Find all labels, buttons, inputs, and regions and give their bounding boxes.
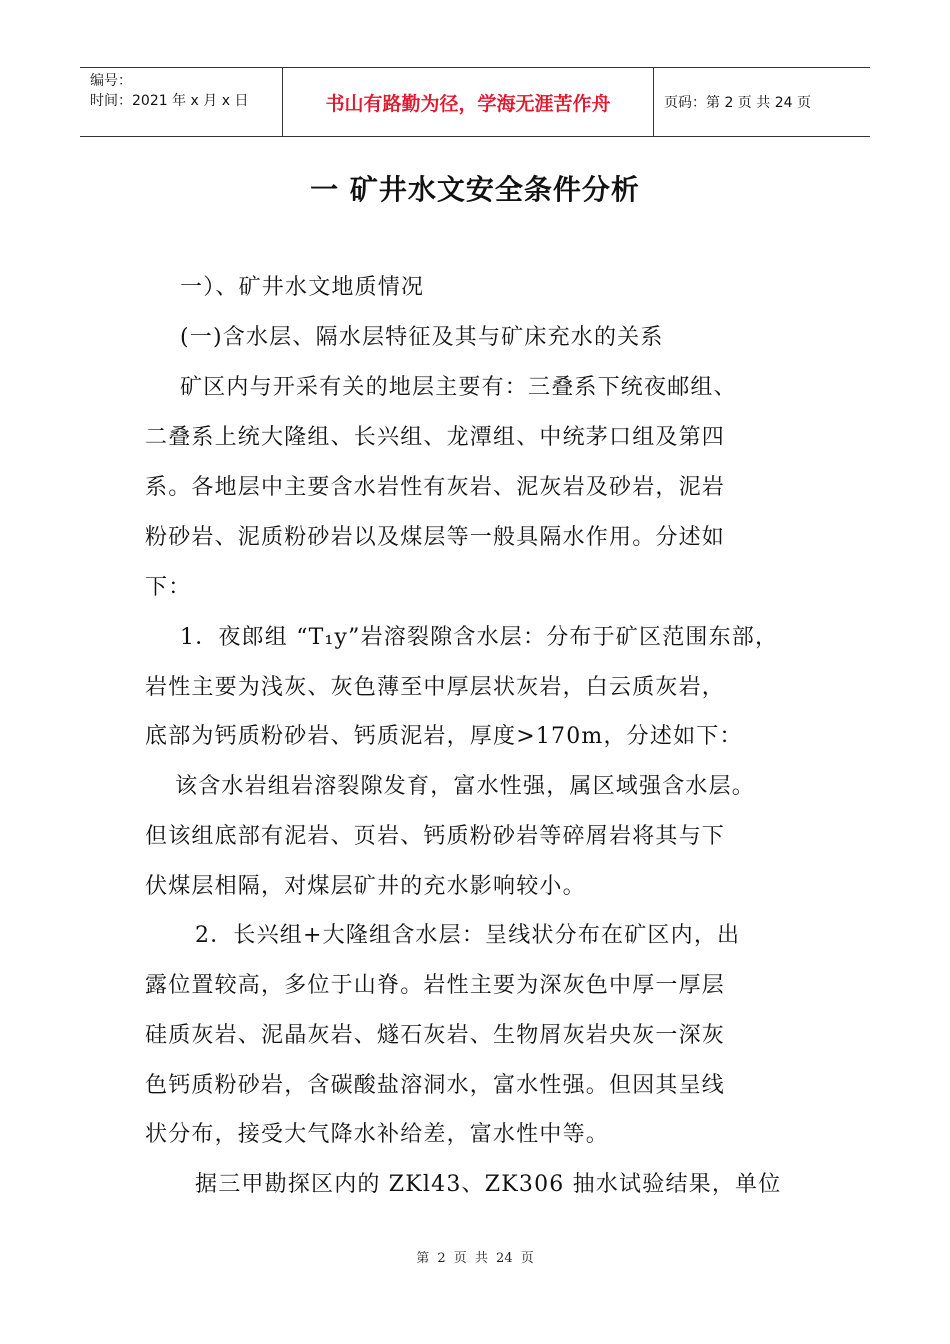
text-line: 系。各地层中主要含水岩性有灰岩、泥灰岩及砂岩，泥岩	[145, 475, 726, 500]
text-line: 底部为钙质粉砂岩、钙质泥岩，厚度>170m，分述如下：	[145, 724, 743, 749]
text-line: (一)含水层、隔水层特征及其与矿床充水的关系	[180, 325, 664, 350]
text-line: 1．夜郎组 “T₁y”岩溶裂隙含水层：分布于矿区范围东部，	[180, 625, 779, 650]
text-line: 色钙质粉砂岩，含碳酸盐溶洞水，富水性强。但因其呈线	[145, 1073, 726, 1098]
text-line: 2．长兴组+大隆组含水层：呈线状分布在矿区内，出	[195, 923, 741, 948]
header-meta	[80, 68, 282, 136]
text-line: 二叠系上统大隆组、长兴组、龙潭组、中统茅口组及第四	[145, 425, 726, 450]
document-time: 时间：2021 年 x 月 x 日	[90, 93, 249, 109]
page-footer: 第 2 页 共 24 页	[416, 1251, 534, 1266]
text-line: 硅质灰岩、泥晶灰岩、燧石灰岩、生物屑灰岩央灰一深灰	[145, 1023, 726, 1048]
text-line: 该含水岩组岩溶裂隙发育，富水性强，属区域强含水层。	[175, 774, 756, 799]
text-line: 岩性主要为浅灰、灰色薄至中厚层状灰岩，白云质灰岩，	[145, 675, 726, 700]
header-motto: 书山有路勤为径，学海无涯苦作舟	[282, 68, 654, 136]
document-number-label: 编号：	[90, 73, 132, 89]
page-title: 一 矿井水文安全条件分析	[310, 173, 640, 206]
header-page-info: 页码：第 2 页 共 24 页	[664, 95, 811, 111]
text-line: 下：	[145, 575, 192, 600]
text-line: 据三甲勘探区内的 ZKl43、ZK306 抽水试验结果，单位	[195, 1172, 782, 1197]
text-line: 状分布，接受大气降水补给差，富水性中等。	[145, 1122, 610, 1147]
text-line: 一）、矿井水文地质情况	[180, 275, 425, 300]
text-line: 伏煤层相隔，对煤层矿井的充水影响较小。	[145, 874, 586, 899]
text-line: 露位置较高，多位于山脊。岩性主要为深灰色中厚一厚层	[145, 973, 726, 998]
text-line: 但该组底部有泥岩、页岩、钙质粉砂岩等碎屑岩将其与下	[145, 824, 726, 849]
text-line: 矿区内与开采有关的地层主要有：三叠系下统夜邮组、	[180, 375, 737, 400]
page-header	[80, 67, 870, 137]
text-line: 粉砂岩、泥质粉砂岩以及煤层等一般具隔水作用。分述如	[145, 525, 726, 550]
